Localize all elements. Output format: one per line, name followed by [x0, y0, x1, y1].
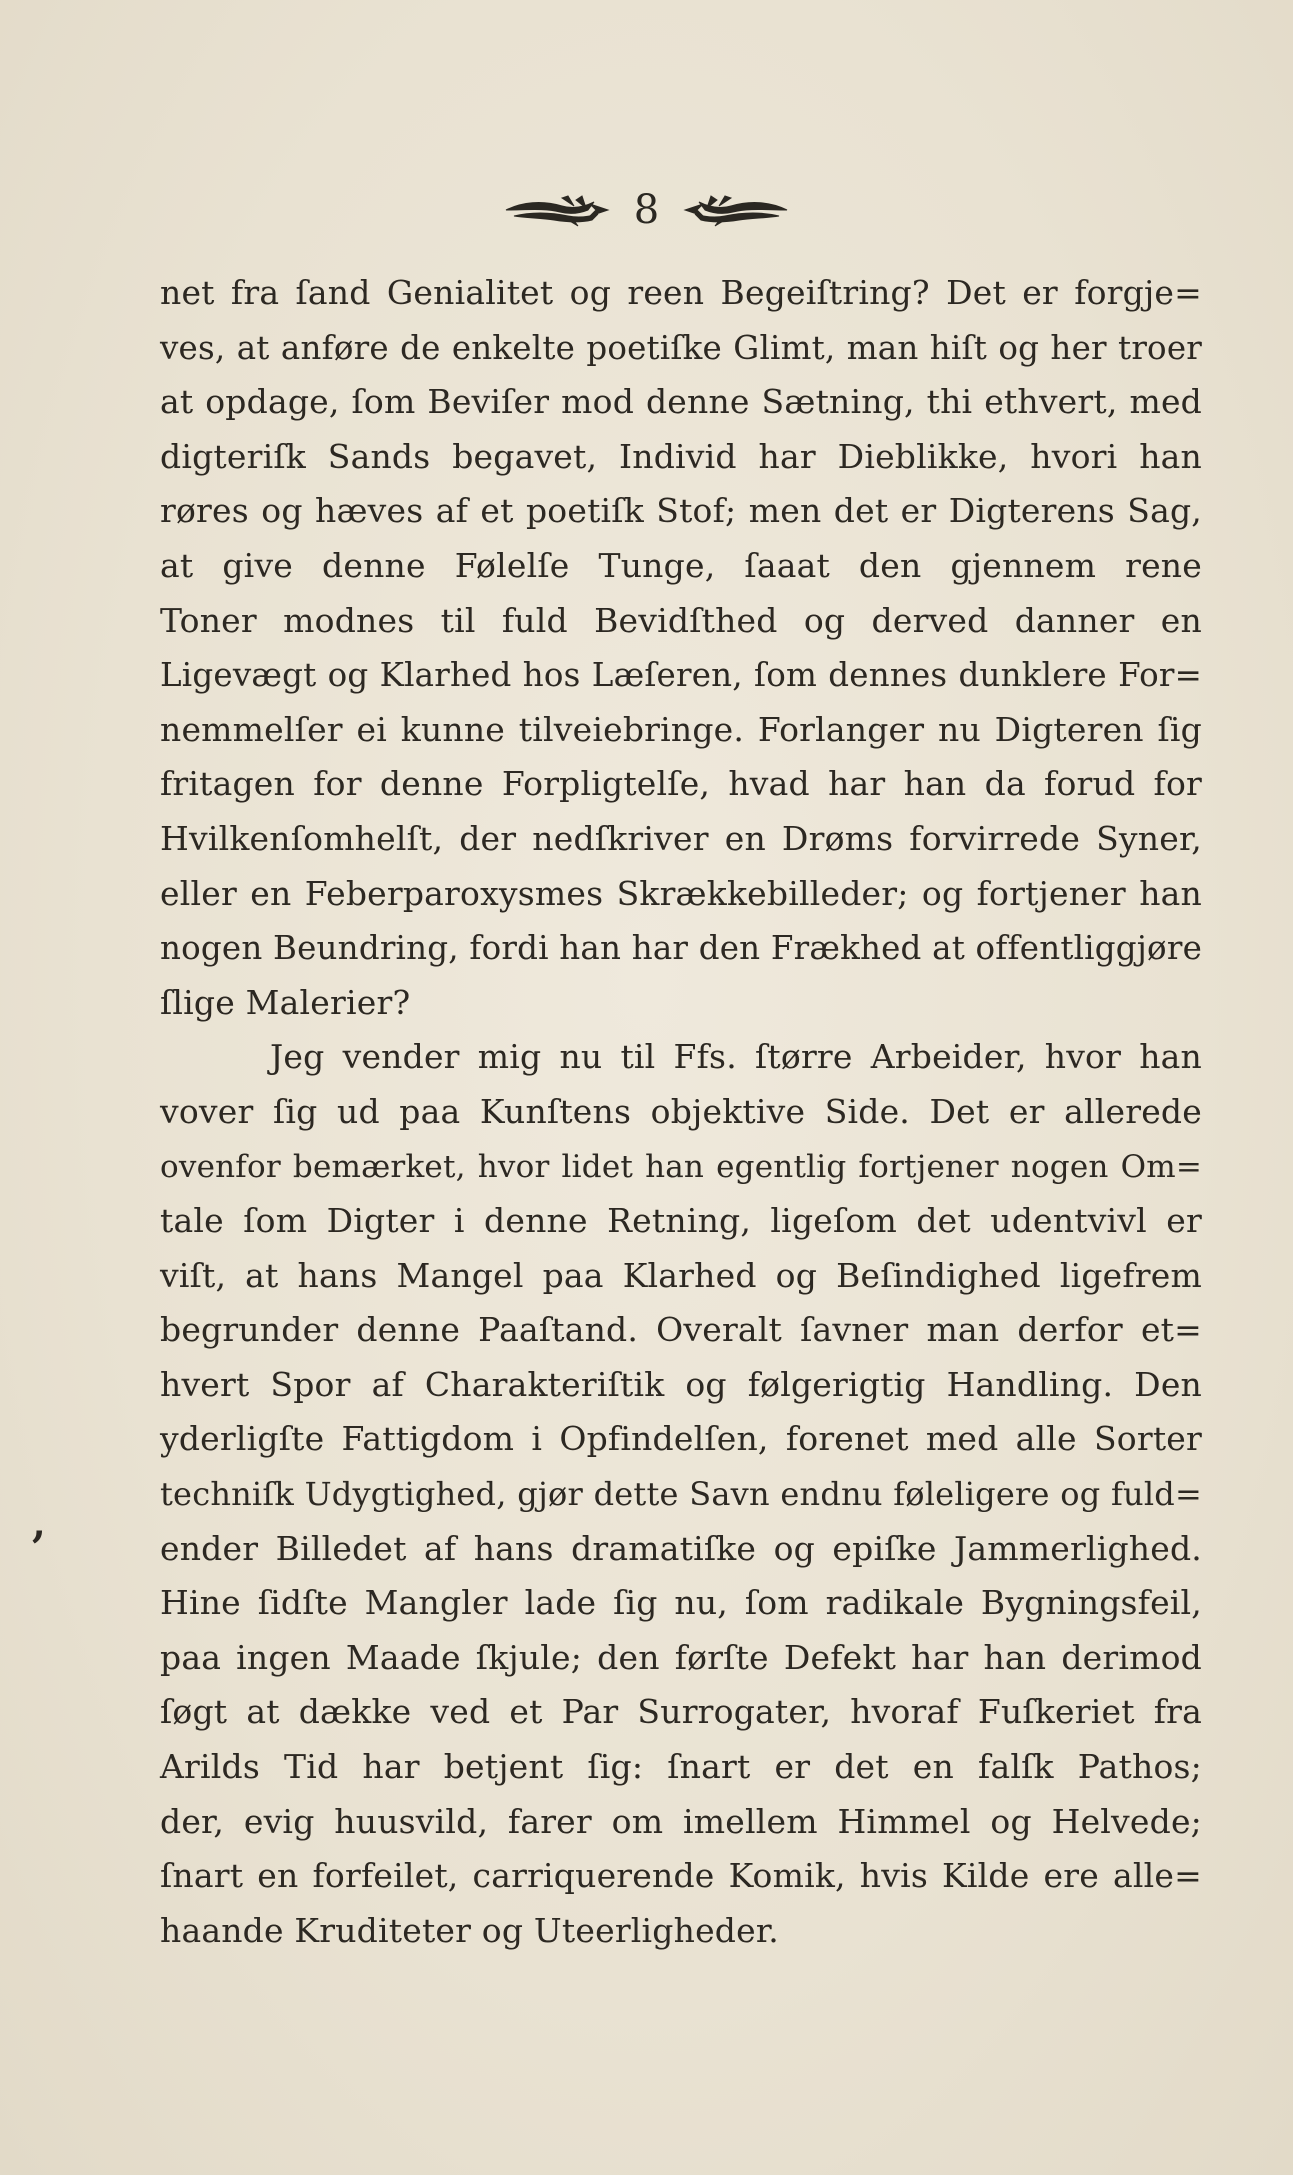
text-line: Ligevægt og Klarhed hos Læſeren, ſom dennes dunklere For=	[160, 656, 1202, 695]
text-line: yderligſte Fattigdom i Opfindelſen, forenet med alle Sorter	[160, 1419, 1202, 1459]
text-line: nemmelſer ei kunne tilveiebringe. Forlanger nu Digteren ſig	[160, 709, 1202, 749]
text-line: vover ſig ud paa Kunſtens objektive Side. Det er allerede	[160, 1091, 1202, 1131]
text-line: at give denne Følelſe Tunge, ſaaat den gjennem rene	[160, 545, 1202, 585]
paragraph-start-line: Jeg vender mig nu til Ffs. ſtørre Arbeider, hvor han	[270, 1037, 1202, 1077]
text-line: viſt, at hans Mangel paa Klarhed og Beſindighed ligefrem	[160, 1255, 1202, 1295]
text-line: hvert Spor af Charakteriſtik og følgerigtig Handling. Den	[160, 1364, 1202, 1404]
text-line: ender Billedet af hans dramatiſke og epiſke Jammerlighed.	[160, 1528, 1202, 1568]
text-line: at opdage, ſom Beviſer mod denne Sætning, thi ethvert, med	[160, 382, 1202, 422]
text-line: techniſk Udygtighed, gjør dette Savn endnu føleligere og fuld=	[160, 1475, 1202, 1514]
page-header	[0, 180, 1293, 240]
right-flourish-ornament	[681, 190, 791, 230]
text-line: net fra ſand Genialitet og reen Begeiſtring? Det er forgje=	[160, 273, 1202, 312]
paragraph-end-line: haande Kruditeter og Uteerligheder.	[160, 1910, 779, 1950]
text-line: der, evig huusvild, farer om imellem Himmel og Helvede;	[160, 1801, 1202, 1841]
margin-mark: ,	[32, 1500, 46, 1547]
text-line: begrunder denne Paaſtand. Overalt ſavner man derfor et=	[160, 1310, 1202, 1350]
text-line: ovenfor bemærket, hvor lidet han egentlig fortjener nogen Om=	[160, 1148, 1202, 1185]
text-line: ves, at anføre de enkelte poetiſke Glimt, man hiſt og her troer	[160, 328, 1202, 367]
page-number: 8	[633, 187, 660, 233]
left-flourish-ornament	[502, 190, 612, 230]
body-text	[160, 266, 1202, 1958]
text-line: Hvilkenſomhelſt, der nedſkriver en Drøms forvirrede Syner,	[160, 818, 1202, 858]
text-line: ſnart en forfeilet, carriquerende Komik, hvis Kilde ere alle=	[160, 1856, 1202, 1896]
text-line: tale ſom Digter i denne Retning, ligeſom det udentvivl er	[160, 1201, 1202, 1241]
text-line: Toner modnes til fuld Bevidſthed og derved danner en	[160, 600, 1202, 640]
text-line: Hine ſidſte Mangler lade ſig nu, ſom radikale Bygningsfeil,	[160, 1583, 1202, 1623]
text-line: røres og hæves af et poetiſk Stof; men det er Digterens Sag,	[160, 491, 1202, 531]
text-line: paa ingen Maade ſkjule; den førſte Defekt har han derimod	[160, 1637, 1202, 1677]
text-line: Arilds Tid har betjent ſig: ſnart er det en falſk Pathos;	[160, 1747, 1202, 1787]
text-line: fritagen for denne Forpligtelſe, hvad har han da forud for	[160, 764, 1202, 804]
text-line: ſøgt at dække ved et Par Surrogater, hvoraf Fuſkeriet fra	[160, 1692, 1202, 1732]
text-line: eller en Feberparoxysmes Skrækkebilleder; og fortjener han	[160, 873, 1202, 913]
text-line: nogen Beundring, fordi han har den Frækhed at offentliggjøre	[160, 929, 1202, 968]
paragraph-end-line: ſlige Malerier?	[160, 982, 411, 1022]
text-line: digteriſk Sands begavet, Individ har Dieblikke, hvori han	[160, 436, 1202, 476]
